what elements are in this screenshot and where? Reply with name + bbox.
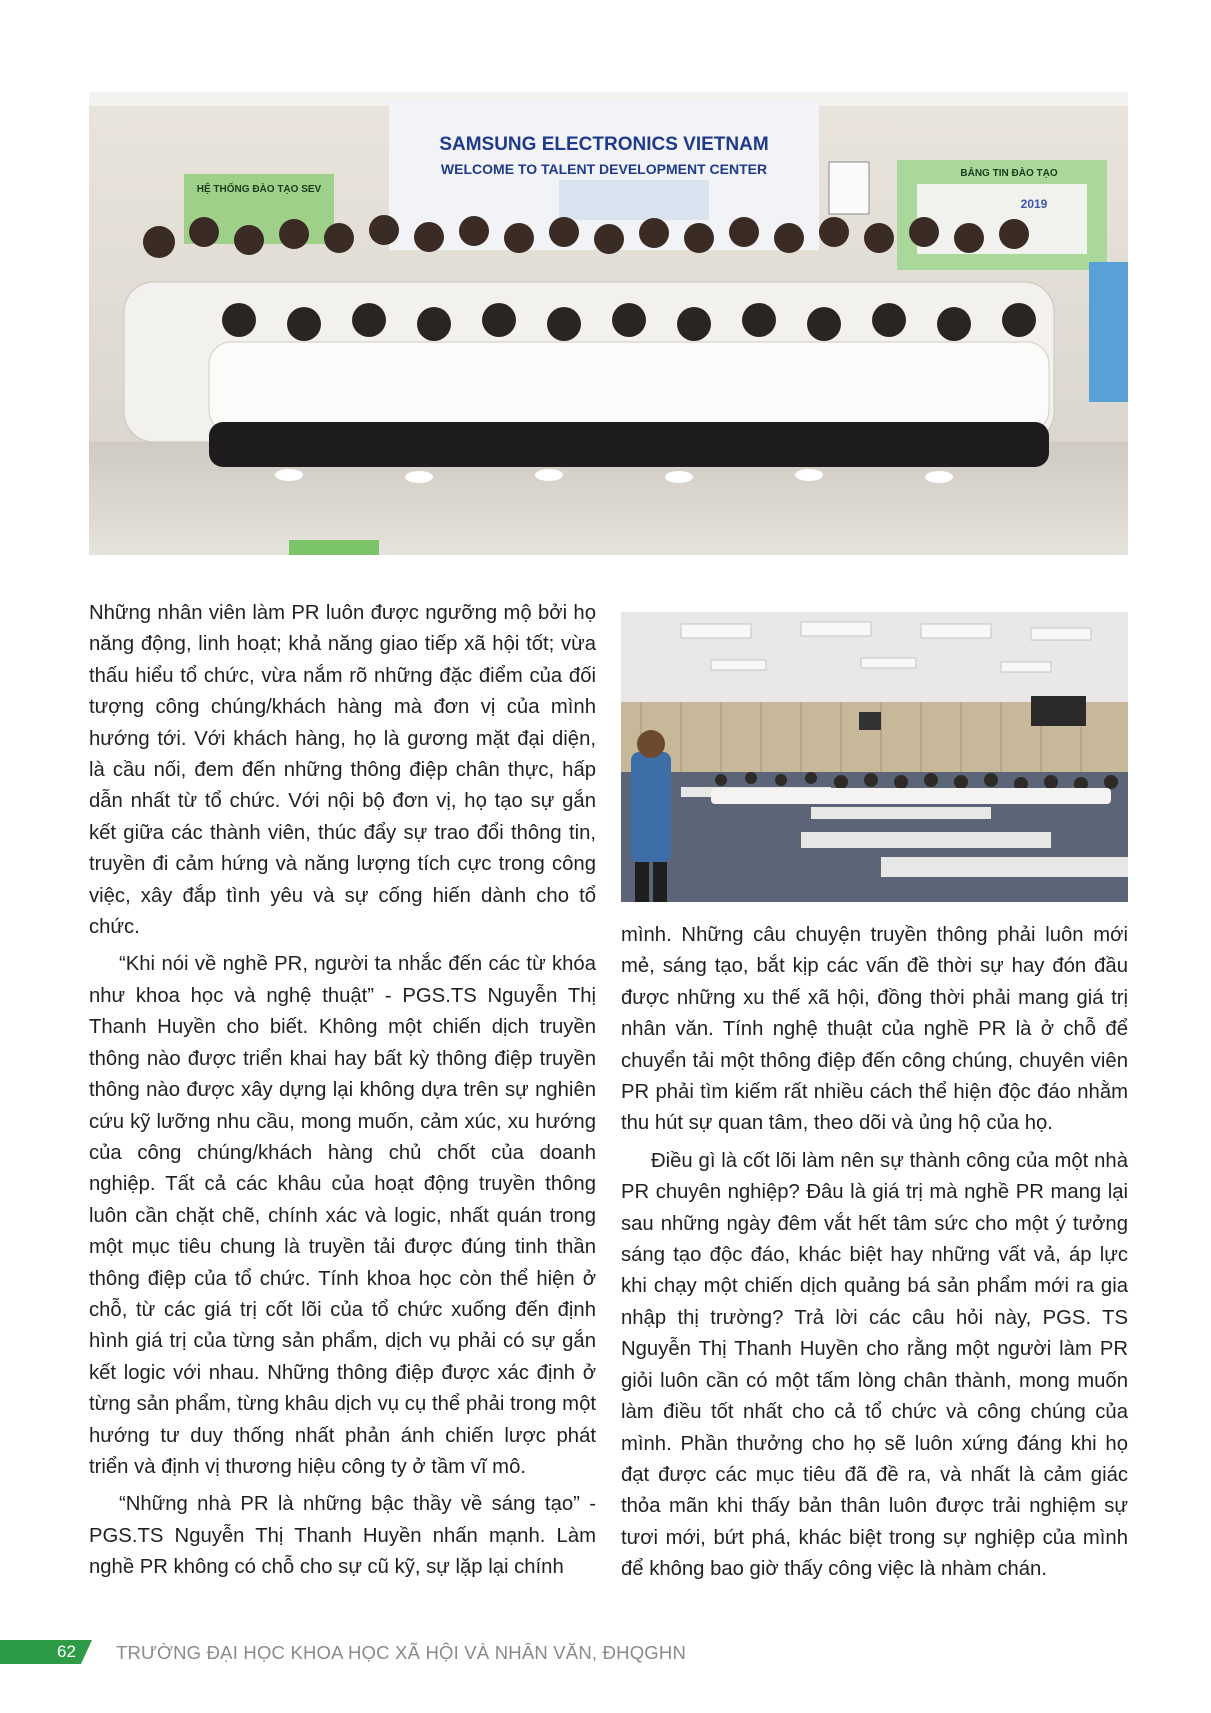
board-right-year: 2019 bbox=[1020, 197, 1048, 211]
paragraph: Những nhân viên làm PR luôn được ngưỡng mộ bởi họ năng động, linh hoạt; khả năng giao tiếp xã hội tốt; vừa thấu hiểu tổ chức, vừa nắm rõ những đặc điểm của đối tượng công chúng/khách hàng mà đơn vị của mình hướng tới. Với khách hàng, họ là gương mặt đại diện, là cầu nối, đem đến những thông điệp chân thực, hấp dẫn nhất từ tổ chức. Với nội bộ đơn vị, họ tạo sự gắn kết giữa các thành viên, thúc đẩy sự trao đổi thông tin, truyền đi cảm hứng và năng lượng tích cực trong công việc, xây đắp tình yêu và sự cống hiến dành cho tổ chức. bbox=[89, 602, 596, 939]
board-right-title: BẢNG TIN ĐÀO TẠO bbox=[960, 168, 1058, 179]
school-name: TRƯỜNG ĐẠI HỌC KHOA HỌC XÃ HỘI VÀ NHÂN VĂN, ĐHQGHN bbox=[116, 1642, 687, 1663]
paragraph: “Khi nói về nghề PR, người ta nhắc đến các từ khóa như khoa học và nghệ thuật” - PGS.TS Nguyễn Thị Thanh Huyền cho biết. Không một chiến dịch truyền thông nào được triển khai hay bất kỳ thông điệp truyền thông nào được xây dựng lại không dựa trên sự nghiên cứu kỹ lưỡng nhu cầu, mong muốn, cảm xúc, xu hướng của công chúng/khách hàng chủ chốt của doanh nghiệp. Tất cả các khâu của hoạt động truyền thông luôn cần chặt chẽ, chính xác và logic, nhất quán trong một mục tiêu chung là truyền tải được đúng tinh thần thông điệp của tổ chức. Tính khoa học còn thể hiện ở chỗ, từ các giá trị cốt lõi của tổ chức xuống đến định hình giá trị của từng sản phẩm, dịch vụ phải có sự gắn kết logic với nhau. Những thông điệp được xác định ở từng sản phẩm, từng khâu dịch vụ cụ thể phải trong một hướng tư duy thống nhất phản ánh chiến lược phát triển và định vị thương hiệu công ty ở tầm vĩ mô. bbox=[89, 953, 596, 1478]
sign-line-1: SAMSUNG ELECTRONICS VIETNAM bbox=[439, 134, 769, 155]
board-left-title: HỆ THỐNG ĐÀO TẠO SEV bbox=[196, 184, 322, 195]
page-footer bbox=[0, 1640, 1211, 1664]
footer-accent-bar bbox=[0, 1640, 92, 1664]
page-number: 62 bbox=[57, 1642, 76, 1661]
paragraph: “Những nhà PR là những bậc thầy về sáng tạo” - PGS.TS Nguyễn Thị Thanh Huyền nhấn mạnh. Làm nghề PR không có chỗ cho sự cũ kỹ, sự lặp lại chính bbox=[89, 1493, 596, 1579]
group-photo bbox=[89, 92, 1128, 555]
sign-line-2: WELCOME TO TALENT DEVELOPMENT CENTER bbox=[440, 161, 768, 177]
article-column-left bbox=[89, 598, 596, 1590]
lecture-hall-photo bbox=[621, 612, 1128, 902]
paragraph: Điều gì là cốt lõi làm nên sự thành công của một nhà PR chuyên nghiệp? Đâu là giá trị mà nghề PR mang lại sau những ngày đêm vắt hết tâm sức cho một ý tưởng sáng tạo độc đáo, khác biệt hay những vất vả, áp lực khi chạy một chiến dịch quảng bá sản phẩm mới ra gia nhập thị trường? Trả lời các câu hỏi này, PGS. TS Nguyễn Thị Thanh Huyền cho rằng một người làm PR giỏi luôn cần có một tấm lòng chân thành, mong muốn làm điều tốt nhất cho cả tổ chức và công chúng của mình. Phần thưởng cho họ sẽ luôn xứng đáng khi họ đạt được các mục tiêu đã đề ra, và nhất là cảm giác thỏa mãn khi thấy bản thân luôn được trải nghiệm sự tươi mới, bứt phá, khác biệt trong sự nghiệp của mình để không bao giờ thấy công việc là nhàm chán. bbox=[621, 1149, 1128, 1581]
article-column-right bbox=[621, 920, 1128, 1592]
paragraph: mình. Những câu chuyện truyền thông phải luôn mới mẻ, sáng tạo, bắt kịp các vấn đề thời sự hay đón đầu được những xu thế xã hội, đồng thời phải mang giá trị nhân văn. Tính nghệ thuật của nghề PR là ở chỗ để chuyển tải một thông điệp đến công chúng, chuyên viên PR phải tìm kiếm rất nhiều cách thể hiện độc đáo nhằm thu hút sự quan tâm, theo dõi và ủng hộ của họ. bbox=[621, 924, 1128, 1135]
